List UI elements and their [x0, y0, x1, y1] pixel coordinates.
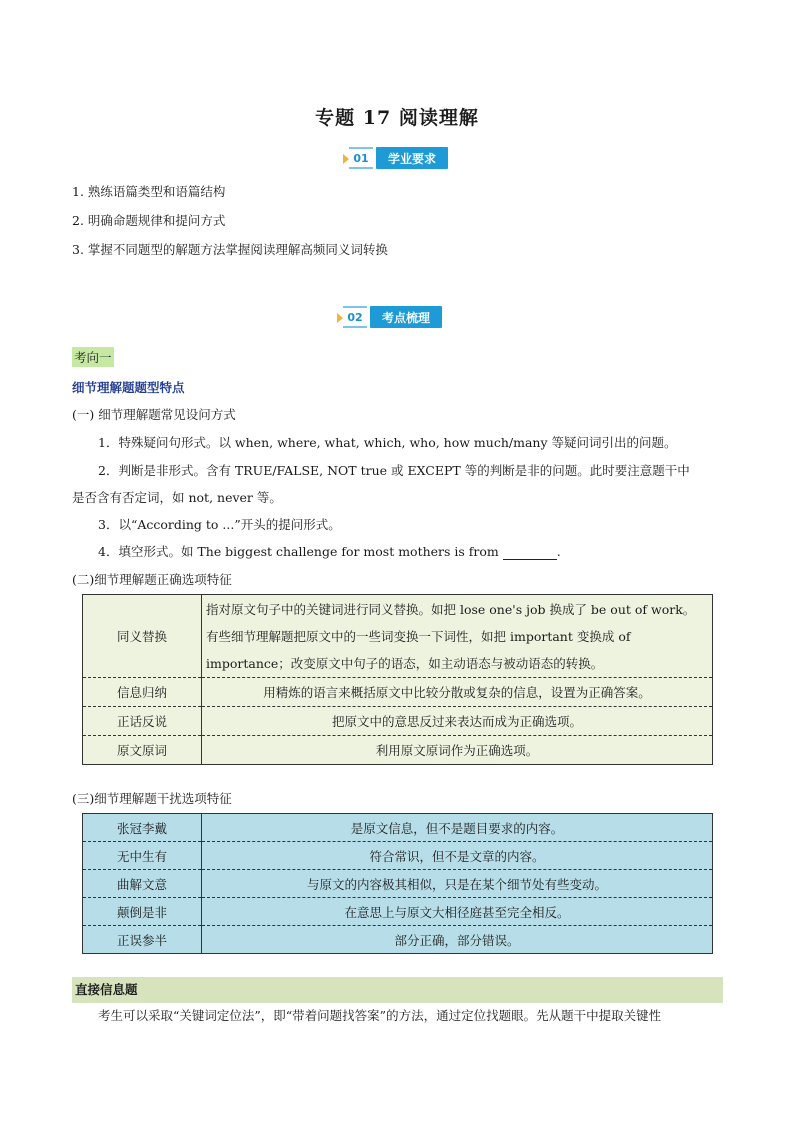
table-value: 与原文的内容极其相似，只是在某个细节处有些变动。	[202, 870, 713, 898]
page-title: 专题 17 阅读理解	[315, 107, 479, 129]
requirement-item: 3. 掌握不同题型的解题方法掌握阅读理解高频同义词转换	[72, 242, 388, 257]
requirement-item: 1. 熟练语篇类型和语篇结构	[72, 184, 226, 199]
fill-blank-text: 4．填空形式。如 The biggest challenge for most mothers is from	[98, 544, 499, 559]
table-value-line: 指对原文句子中的关键词进行同义替换。如把 lose one's job 换成了 be out of work。	[206, 601, 696, 617]
list-item: 2．判断是非形式。含有 TRUE/FALSE, NOT true 或 EXCEPT 等的判断是非的问题。此时要注意题干中	[98, 463, 690, 478]
table-key: 无中生有	[83, 842, 202, 870]
badge-label: 考点梳理	[370, 306, 442, 328]
blank-line	[503, 547, 557, 560]
section-bar-direct-info: 直接信息题	[72, 977, 723, 1003]
badge-number: 01	[349, 147, 373, 169]
table-row	[83, 678, 713, 707]
subheading: 细节理解题题型特点	[72, 380, 185, 395]
table-key: 张冠李戴	[83, 814, 202, 842]
table-key: 曲解文意	[83, 870, 202, 898]
list-item: 1．特殊疑问句形式。以 when, where, what, which, who, how much/many 等疑问词引出的问题。	[98, 435, 677, 450]
badge-label: 学业要求	[376, 147, 448, 169]
table-key: 信息归纳	[83, 678, 202, 707]
table-row	[83, 707, 713, 736]
correct-option-table	[82, 594, 713, 765]
table-value: 部分正确，部分错误。	[394, 932, 520, 948]
table-value: 利用原文原词作为正确选项。	[375, 743, 539, 758]
table-row	[83, 595, 713, 678]
table-value-line: importance；改变原文中句子的语态，如主动语态与被动语态的转换。	[206, 655, 604, 671]
table-value: 把原文中的意思反过来表达而成为正确选项。	[202, 707, 713, 736]
section-badge-points	[343, 306, 442, 328]
list-item-continued: 是否含有否定词，如 not, never 等。	[72, 490, 282, 505]
table-value: 在意思上与原文大相径庭甚至完全相反。	[202, 898, 713, 926]
distractor-option-table	[82, 813, 713, 954]
list-item: 3．以“According to ...”开头的提问形式。	[98, 517, 341, 532]
table-row	[83, 870, 713, 898]
section-heading: (一) 细节理解题常见设问方式	[72, 407, 236, 422]
table-row	[83, 898, 713, 926]
list-item	[98, 542, 561, 560]
topic-tag: 考向一	[72, 347, 114, 367]
table-key: 颠倒是非	[83, 898, 202, 926]
body-paragraph: 考生可以采取“关键词定位法”，即“带着问题找答案”的方法，通过定位找题眼。先从题干中提取关键性	[98, 1008, 662, 1023]
table-value: 是原文信息，但不是题目要求的内容。	[202, 814, 713, 842]
table-value	[202, 595, 713, 678]
section-heading: (二)细节理解题正确选项特征	[72, 572, 232, 587]
table-value-line: 有些细节理解题把原文中的一些词变换一下词性，如把 important 变换成 of	[206, 628, 631, 644]
table-value: 用精炼的语言来概括原文中比较分散或复杂的信息，设置为正确答案。	[202, 678, 713, 707]
table-row	[83, 926, 713, 954]
section-heading: (三)细节理解题干扰选项特征	[72, 791, 232, 806]
table-row	[83, 736, 713, 765]
badge-number: 02	[343, 306, 367, 328]
table-key: 正话反说	[83, 707, 202, 736]
table-key: 原文原词	[83, 736, 202, 765]
table-value: 符合常识，但不是文章的内容。	[202, 842, 713, 870]
requirement-item: 2. 明确命题规律和提问方式	[72, 213, 226, 228]
table-row	[83, 814, 713, 842]
fill-blank-end: .	[556, 544, 561, 559]
table-key: 正误参半	[83, 926, 202, 954]
section-badge-requirements	[349, 147, 448, 169]
table-key: 同义替换	[83, 595, 202, 678]
table-row	[83, 842, 713, 870]
